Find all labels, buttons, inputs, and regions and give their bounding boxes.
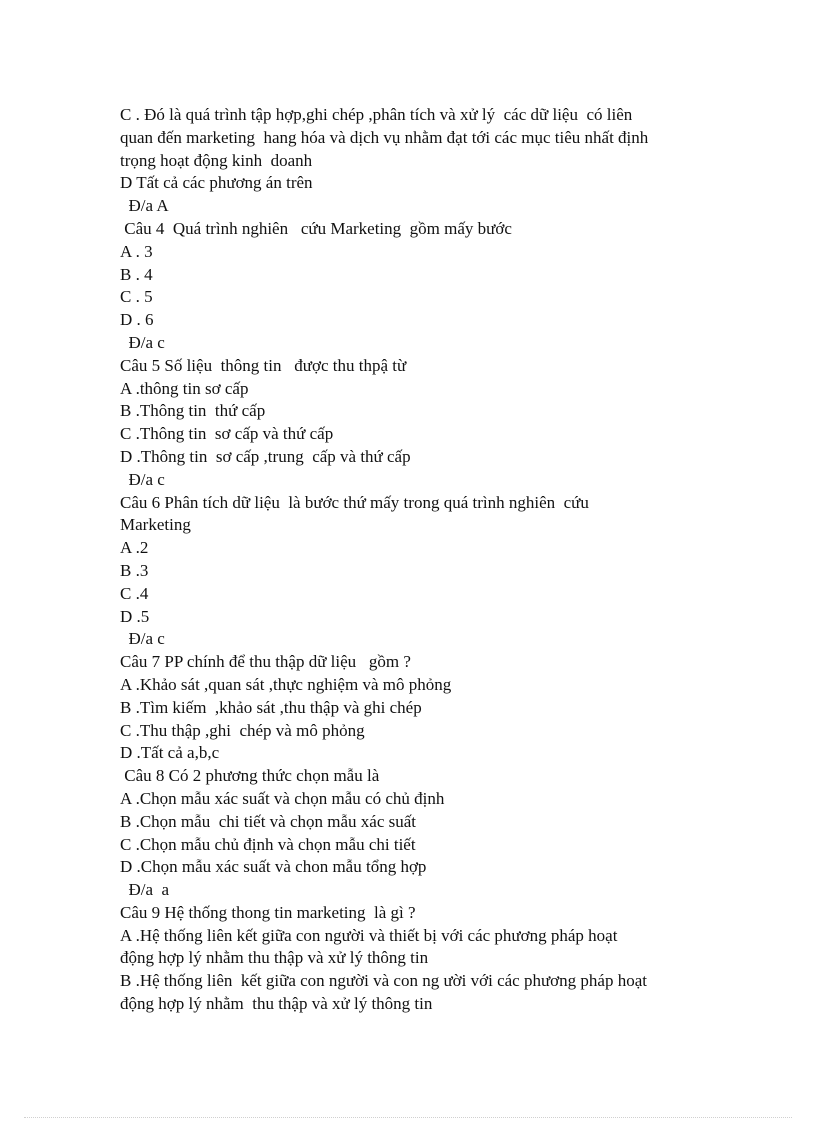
option-line: A . 3: [120, 241, 153, 261]
option-line: A .2: [120, 538, 149, 558]
question-line: Câu 5 Số liệu thông tin được thu thpậ từ: [120, 355, 407, 375]
text-line: quan đến marketing hang hóa và dịch vụ nhằm đạt tới các mục tiêu nhất định: [120, 127, 649, 147]
question-line: Câu 9 Hệ thống thong tin marketing là gì ?: [120, 902, 416, 922]
option-line: động hợp lý nhằm thu thập và xử lý thông tin: [120, 994, 433, 1014]
option-line: D .Thông tin sơ cấp ,trung cấp và thứ cấp: [120, 446, 411, 466]
option-line: B .Tìm kiếm ,khảo sát ,thu thập và ghi chép: [120, 697, 422, 717]
option-line: động hợp lý nhằm thu thập và xử lý thông tin: [120, 948, 429, 968]
question-line: Marketing: [120, 515, 191, 535]
option-line: C .Thu thập ,ghi chép và mô phỏng: [120, 720, 365, 740]
option-line: D .5: [120, 606, 150, 626]
option-line: B .3: [120, 560, 149, 580]
question-line: Câu 6 Phân tích dữ liệu là bước thứ mấy trong quá trình nghiên cứu: [120, 492, 589, 512]
option-line: B .Thông tin thứ cấp: [120, 401, 266, 421]
option-line: C . 5: [120, 287, 153, 307]
text-line: D Tất cả các phương án trên: [120, 173, 313, 193]
text-line: trọng hoạt động kinh doanh: [120, 150, 313, 170]
question-line: Câu 7 PP chính để thu thập dữ liệu gồm ?: [120, 652, 411, 672]
answer-line: Đ/a c: [120, 332, 165, 352]
option-line: A .thông tin sơ cấp: [120, 378, 249, 398]
option-line: A .Hệ thống liên kết giữa con người và thiết bị với các phương pháp hoạt: [120, 925, 618, 945]
page-bottom-rule: [24, 1117, 792, 1118]
question-line: Câu 8 Có 2 phương thức chọn mẫu là: [120, 766, 380, 786]
question-line: Câu 4 Quá trình nghiên cứu Marketing gồm mấy bước: [120, 218, 512, 238]
option-line: D .Tất cả a,b,c: [120, 743, 220, 763]
document-page: [120, 104, 760, 1016]
option-line: B .Hệ thống liên kết giữa con người và con ng ười với các phương pháp hoạt: [120, 971, 647, 991]
option-line: D .Chọn mẫu xác suất và chon mẫu tổng hợp: [120, 857, 427, 877]
option-line: A .Chọn mẫu xác suất và chọn mẫu có chủ định: [120, 788, 445, 808]
option-line: A .Khảo sát ,quan sát ,thực nghiệm và mô phỏng: [120, 674, 452, 694]
answer-line: Đ/a a: [120, 880, 170, 900]
option-line: B .Chọn mẫu chi tiết và chọn mẫu xác suất: [120, 811, 417, 831]
answer-line: Đ/a c: [120, 469, 165, 489]
text-line: C . Đó là quá trình tập hợp,ghi chép ,phân tích và xử lý các dữ liệu có liên: [120, 105, 633, 124]
option-line: C .4: [120, 583, 149, 603]
option-line: B . 4: [120, 264, 153, 284]
option-line: C .Chọn mẫu chủ định và chọn mẫu chi tiết: [120, 834, 416, 854]
answer-line: Đ/a A: [120, 196, 169, 216]
option-line: C .Thông tin sơ cấp và thứ cấp: [120, 424, 334, 444]
answer-line: Đ/a c: [120, 629, 165, 649]
option-line: D . 6: [120, 310, 154, 330]
